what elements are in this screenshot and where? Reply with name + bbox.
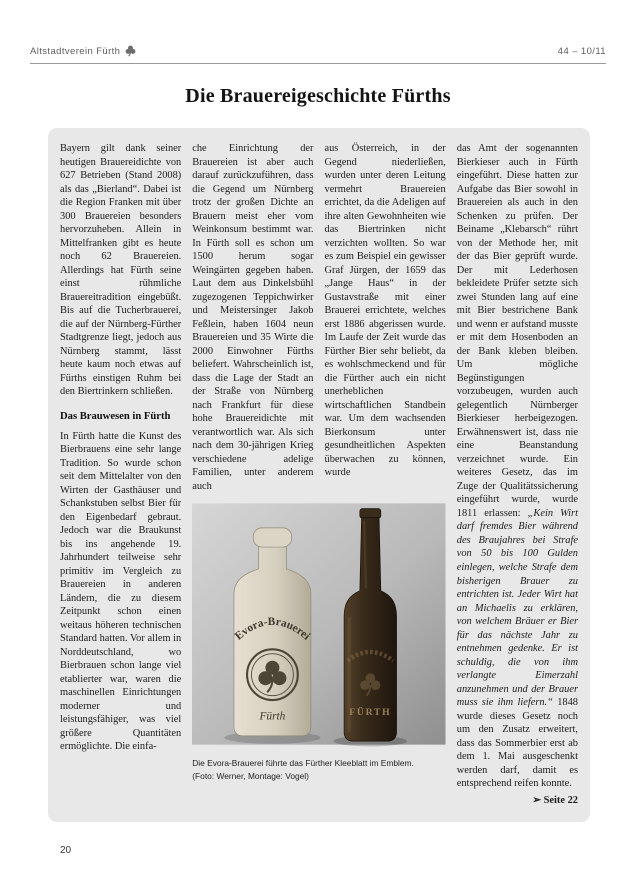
bottle-lip [253, 528, 291, 547]
paragraph-text: das Amt der sogenannten Bierkieser auch in Fürth eingeführt. Diese hatten zur Aufgabe das Bier sowohl in Brauereien als auch in den Schenken zu prüfen. Der Beiname „Klebarsch“ rührt von der Methode her, mit der das Bier geprüft wurde. Der mit Lederhosen bekleidete Prüfer setzte sich zwei Stunden lang auf eine mit Bier bestrichene Bank und wenn er aufstand musste er mit dem Hosenboden an der Bank kleben bleiben. Um mögliche Begünstigungen vorzubeugen, wurden auch gelegentlich Nürnberger Bierkieser herbeigezogen. Erwähnenswert ist, dass nie eine Beanstandung verzeichnet wurde. Ein weiteres Gesetz, das im Zuge der Qualitätssicherung eingeführt wurde, wurde 1811 erlassen: [456, 143, 578, 519]
glass-fuerth-label: FÜRTH [349, 707, 392, 719]
paragraph: In Fürth hatte die Kunst des Bierbrauens eine sehr lange Tradition. So wurde schon seit dem Mittelalter von den Wirten der Gasthäuser und Schankstuben selbst Bier für den Eigenbedarf gebraut. Jedoch war die Braukunst bis ins angehende 19. Jahrhundert teilweise sehr primitiv im Vergleich zu Brauereien in anderen Ländern, die zu diesem Zeitpunkt schon einen weitaus höheren technischen Standard hatten. Vor allem in Norddeutschland, wo Bierbrauen schon lange viel etablierter war, waren die maschinellen Einrichtungen moderner und leistungsfähiger, was viel größere Quantitäten ermöglichte. Die einfa- [60, 430, 182, 753]
stoneware-arc-label: Evora-Brauerei [233, 616, 313, 644]
article-title: Die Brauereigeschichte Fürths [185, 85, 451, 107]
text-column-4 [457, 142, 578, 808]
paragraph: aus Österreich, in der Gegend niederließen, wurden unter deren Leitung vermehrt Brauereien errichtet, da die Adeligen auf ihre alten Gewohnheiten wie das Biertrinken nicht verzichten wollten. So war es zum Beispiel ein gewisser Graf Jürgen, der 1659 das „Jange Haus“ in der Gustavstraße mit einer Brauerei errichtete, welches erst 1886 abgerissen wurde. Im Laufe der Zeit wurde das Fürther Bier sehr beliebt, da es wohlschmeckend und für die Fürther auch ein nicht unerheblichen wirtschaftlichen Standbein war. Um dem wachsenden Bierkonsum unter gesundheitlichen Aspekten überwachen zu können, wurde [324, 143, 446, 479]
paragraph-text: 1848 wurde dieses Gesetz noch um den Zusatz erweitert, dass das Sommerbier erst ab dem 1. Mai ausgeschenkt werden darf, damit es entsprechend reifen konnte. [456, 697, 578, 790]
clover-icon [125, 45, 136, 57]
header-organization: Altstadtverein Fürth [30, 45, 121, 57]
text-column-1 [60, 142, 181, 808]
bottles-figure [192, 496, 446, 808]
paragraph: che Einrichtung der Brauereien ist aber auch darauf zurückzuführen, dass die Gegend um Nürnberg trotz der großen Dichte an Brauern meist eher vom Weinkonsum bestimmt war. In Fürth soll es schon um 1500 herum sogar Weingärten gegeben haben. Laut dem aus Dinkelsbühl zugezogenen Teppichwirker und Meistersinger Jakob Feßlein, haben 1604 neun Brauereien und 35 Wirte die 2000 Einwohner Fürths beliefert. Wahrscheinlich ist, dass die Lage der Stadt an der Straße von Nürnberg nach Frankfurt für diese hohe Brauereidichte mit verantwortlich war. Als sich nach dem 30-jährigen Krieg verschiedene adelige Familien, unter anderem auch [192, 143, 314, 492]
page-header [30, 45, 606, 57]
text-column-2 [192, 142, 313, 493]
stoneware-fuerth-label: Fürth [259, 710, 286, 723]
bottles-photo-image [192, 496, 446, 752]
caption-text: Die Evora-Brauerei führte das Fürther Kleeblatt im Emblem. [192, 758, 414, 769]
photo-background [192, 504, 446, 745]
paragraph [457, 142, 578, 791]
paragraph: Bayern gilt dank seiner heutigen Brauereidichte von 627 Betrieben (Stand 2008) als das „Bierland“. Dabei ist die Region Franken mit über 300 Brauereien besonders hervorzuheben. Allein in Mittelfranken gibt es heute noch 62 Brauereien. Allerdings hat Fürth seine einst rühmliche Brauereitradition eingebüßt. Bis auf die Tucherbrauerei, die auf der Nürnberg-Fürther Stadtgrenze liegt, jedoch aus Nürnberg stammt, lässt heute kaum noch etwas auf Fürths einstigen Ruhm bei den Biertrinkern schließen. [60, 143, 182, 398]
continued-on-page-link: ➢ Seite 22 [532, 794, 578, 806]
law-quote: „Kein Wirt darf fremdes Bier während des Braujahres bei Strafe von 50 bis 100 Gulden einlegen, welche Strafe dem bisherigen Brauer zu entrichten ist. Jeder Wirt hat an Michaelis zu erklären, von welchem Bräuer er Bier für das nächste Jahr zu entnehmen gedenke. Er ist schuldig, die von ihm verlangte Eimerzahl anzunehmen und der Brauer muss sie ihm liefern.“ [456, 507, 578, 709]
bottle-lip [360, 509, 381, 519]
figure-caption [192, 757, 446, 781]
page-number: 20 [60, 845, 72, 856]
text-column-3 [325, 142, 446, 493]
article-body-panel [48, 128, 590, 822]
section-heading: Das Brauwesen in Fürth [60, 410, 171, 422]
header-left [30, 45, 136, 57]
caption-credit: (Foto: Werner, Montage: Vogel) [192, 770, 309, 781]
header-issue-number: 44 – 10/11 [557, 45, 606, 57]
header-divider [30, 63, 606, 64]
